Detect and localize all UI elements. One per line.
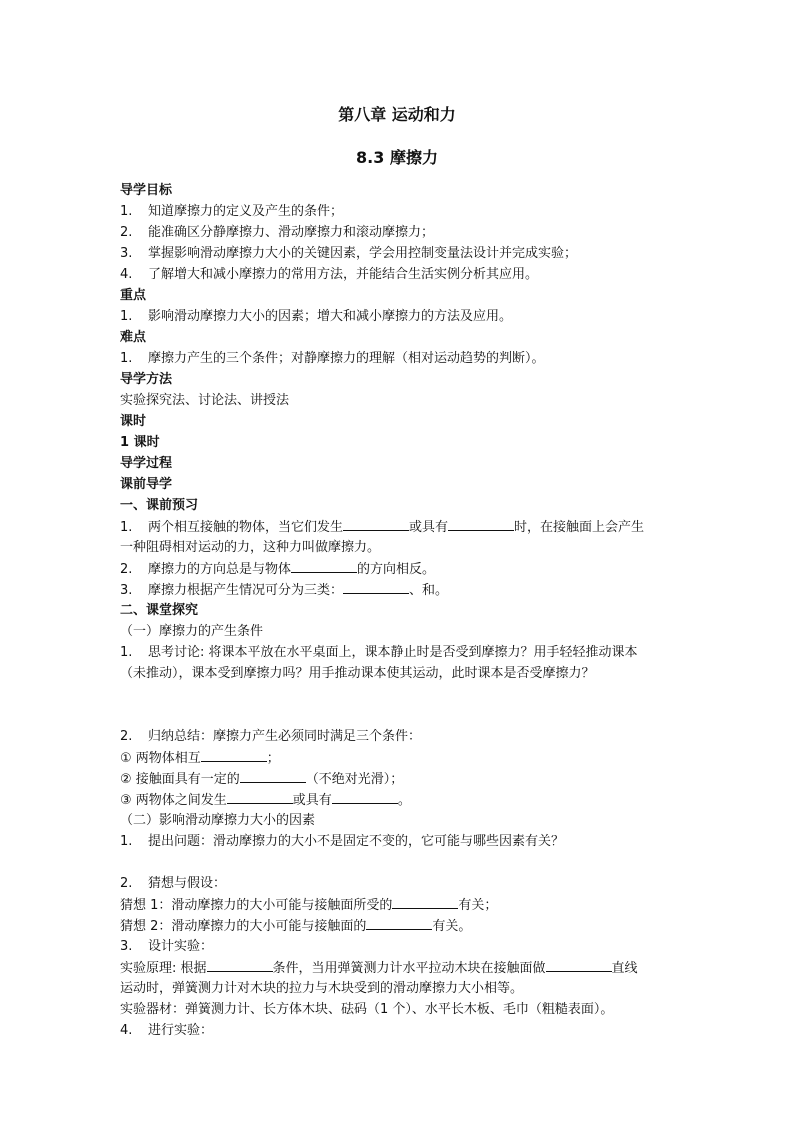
condition-3: ③ 两物体之间发生 或具有 。: [120, 789, 680, 810]
principle-line-cont: 运动时，弹簧测力计对木块的拉力与木块受到的滑动摩擦力大小相等。: [120, 981, 524, 996]
key-item: 1. 影响滑动摩擦力大小的因素；增大和减小摩擦力的方法及应用。: [120, 309, 513, 324]
fill-blank[interactable]: [291, 558, 357, 573]
discussion-question-cont: （未推动），课本受到摩擦力吗？用手推动课本使其运动，此时课本是否受摩擦力？: [120, 666, 595, 681]
question-item: 1. 提出问题：滑动摩擦力的大小不是固定不变的，它可能与哪些因素有关？: [120, 834, 565, 849]
hypothesis-item: 2. 猜想与假设：: [120, 876, 227, 891]
fill-blank[interactable]: [201, 747, 267, 762]
preview-question: 1. 两个相互接触的物体，当它们发生 或具有 时，在接触面上会产生: [120, 516, 680, 537]
difficulty-heading: 难点: [120, 330, 147, 345]
discussion-question: 1. 思考讨论: 将课本平放在水平桌面上，课本静止时是否受到摩擦力？用手轻轻推动课本: [120, 645, 638, 660]
method-text: 实验探究法、讨论法、讲授法: [120, 393, 290, 408]
design-item: 3. 设计实验：: [120, 939, 214, 954]
goals-heading: 导学目标: [120, 183, 173, 198]
fill-blank[interactable]: [366, 915, 432, 930]
tools-line: 实验器材：弹簧测力计、长方体木块、砝码（1 个）、水平长木板、毛巾（粗糙表面）。: [120, 1002, 614, 1017]
condition-2: ② 接触面具有一定的 （不绝对光滑）；: [120, 768, 680, 789]
fill-blank[interactable]: [227, 789, 293, 804]
condition-1: ① 两物体相互 ；: [120, 747, 680, 768]
difficulty-item: 1. 摩擦力产生的三个条件；对静摩擦力的理解（相对运动趋势的判断）。: [120, 351, 545, 366]
fill-blank[interactable]: [332, 789, 398, 804]
document-body: [120, 180, 680, 1041]
goal-item: 4. 了解增大和减小摩擦力的常用方法，并能结合生活实例分析其应用。: [120, 267, 539, 282]
summary-item: 2. 归纳总结：摩擦力产生必须同时满足三个条件：: [120, 729, 422, 744]
period-text: 1 课时: [120, 435, 160, 450]
process-heading: 导学过程: [120, 456, 173, 471]
goal-item: 1. 知道摩擦力的定义及产生的条件；: [120, 204, 344, 219]
section-title: 8.3 摩擦力: [356, 148, 438, 167]
fill-blank[interactable]: [546, 957, 612, 972]
preview-question: 2. 摩擦力的方向总是与物体 的方向相反。: [120, 558, 680, 579]
explore-part1: （一）摩擦力的产生条件: [120, 624, 264, 639]
preview-question-cont: 一种阻碍相对运动的力，这种力叫做摩擦力。: [120, 540, 381, 555]
guess-1: 猜想 1：滑动摩擦力的大小可能与接触面所受的 有关；: [120, 894, 680, 915]
explore-part2: （二）影响滑动摩擦力大小的因素: [120, 813, 316, 828]
fill-blank[interactable]: [392, 894, 458, 909]
guess-2: 猜想 2：滑动摩擦力的大小可能与接触面的 有关。: [120, 915, 680, 936]
chapter-title: 第八章 运动和力: [338, 105, 456, 124]
principle-line: 实验原理: 根据 条件，当用弹簧测力计水平拉动木块在接触面做 直线: [120, 957, 680, 978]
fill-blank[interactable]: [207, 957, 273, 972]
preview-question: 3. 摩擦力根据产生情况可分为三类： 、和。: [120, 579, 680, 600]
period-heading: 课时: [120, 414, 147, 429]
fill-blank[interactable]: [343, 579, 409, 594]
fill-blank[interactable]: [448, 516, 514, 531]
fill-blank[interactable]: [240, 768, 306, 783]
explore-heading: 二、课堂探究: [120, 603, 199, 618]
fill-blank[interactable]: [343, 516, 409, 531]
process-subheading: 课前导学: [120, 477, 173, 492]
key-heading: 重点: [120, 288, 147, 303]
goal-item: 2. 能准确区分静摩擦力、滑动摩擦力和滚动摩擦力；: [120, 225, 435, 240]
experiment-item: 4. 进行实验：: [120, 1023, 214, 1038]
method-heading: 导学方法: [120, 372, 173, 387]
preview-heading: 一、课前预习: [120, 498, 199, 513]
goal-item: 3. 掌握影响滑动摩擦力大小的关键因素，学会用控制变量法设计并完成实验；: [120, 246, 578, 261]
